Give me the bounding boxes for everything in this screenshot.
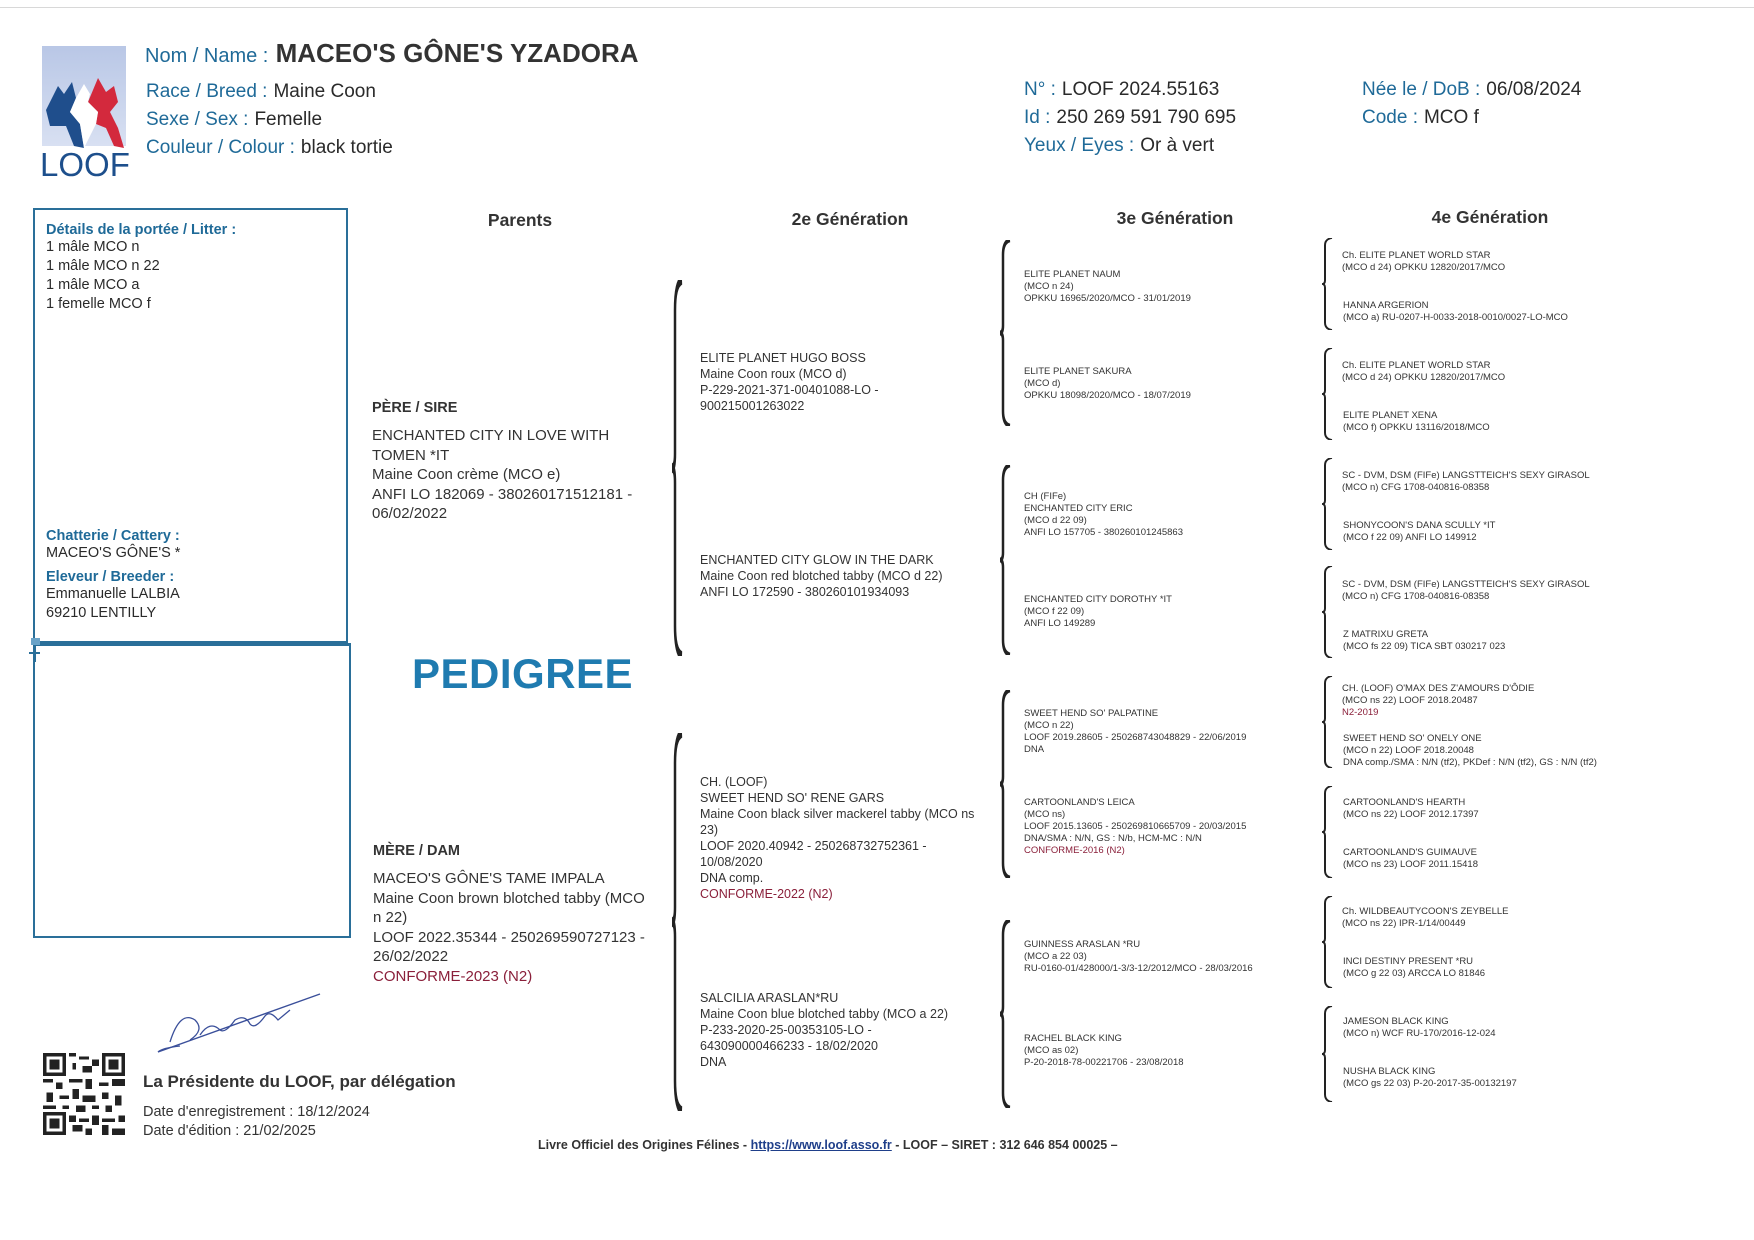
gen2-ancestor: SALCILIA ARASLAN*RU Maine Coon blue blotched tabby (MCO a 22) P-233-2020-25-00353105-LO - 643090000466233 - 18/02/2020 DNA [700,991,949,1069]
brace-gen2 [1000,465,1012,655]
gen4-ancestor: SHONYCOON'S DANA SCULLY *IT (MCO f 22 09) ANFI LO 149912 [1343,520,1496,543]
gen4-ancestor: Ch. WILDBEAUTYCOON'S ZEYBELLE (MCO ns 22) IPR-1/14/00449 [1342,906,1509,929]
breeder-label: Eleveur / Breeder : [46,569,175,585]
id-field: Id : 250 269 591 790 695 [1024,107,1237,128]
sire-block [372,400,672,524]
gen4-ancestor: SC - DVM, DSM (FIFe) LANGSTTEICH'S SEXY GIRASOL (MCO n) CFG 1708-040816-08358 [1342,470,1590,493]
gen4-ancestor: ELITE PLANET XENA (MCO f) OPKKU 13116/2018/MCO [1343,410,1490,433]
gen4-ancestor: CARTOONLAND'S GUIMAUVE (MCO ns 23) LOOF 2011.15418 [1343,847,1478,870]
gen3-ancestor: ENCHANTED CITY DOROTHY *IT (MCO f 22 09) ANFI LO 149289 [1024,594,1172,629]
photo-panel [33,643,351,938]
loof-website-link[interactable]: https://www.loof.asso.fr [750,1138,892,1152]
number-value: LOOF 2024.55163 [1061,79,1220,100]
cattery-section [46,528,180,623]
brace-gen3 [1322,566,1334,658]
brace-gen3 [1322,1006,1334,1102]
sex-value: Femelle [254,109,323,130]
breeder-name: Emmanuelle LALBIA [46,586,180,602]
breed-value: Maine Coon [273,81,376,102]
cattery-value: MACEO'S GÔNE'S * [46,545,181,561]
col-gen2: 2e Génération [791,209,909,229]
brace-gen2 [1000,920,1012,1108]
litter-section [46,222,236,314]
gen4-ancestor: JAMESON BLACK KING (MCO n) WCF RU-170/2016-12-024 [1343,1016,1496,1039]
dob-field: Née le / DoB : 06/08/2024 [1362,79,1582,100]
gen3-ancestor: GUINNESS ARASLAN *RU (MCO a 22 03) RU-0160-01/428000/1-3/3-12/2012/MCO - 28/03/2016 [1024,939,1253,974]
litter-item: 1 femelle MCO f [46,296,151,312]
brace-gen3 [1322,348,1334,440]
code-value: MCO f [1423,107,1479,128]
gen2-ancestor: ELITE PLANET HUGO BOSS Maine Coon roux (MCO d) P-229-2021-371-00401088-LO - 900215001263022 [700,351,879,413]
brace-gen3 [1322,676,1334,768]
gen3-ancestor: SWEET HEND SO' PALPATINE (MCO n 22) LOOF 2019.28605 - 250268743048829 - 22/06/2019 DNA [1024,708,1247,755]
eyes-field: Yeux / Eyes : Or à vert [1024,135,1215,156]
breeder-city: 69210 LENTILLY [46,605,157,621]
gen4-ancestor: Ch. ELITE PLANET WORLD STAR (MCO d 24) OPKKU 12820/2017/MCO [1342,360,1506,383]
col-gen4: 4e Génération [1431,207,1549,227]
litter-item: 1 mâle MCO n [46,239,140,255]
sire-role: PÈRE / SIRE [372,400,458,416]
gen3-ancestor: CARTOONLAND'S LEICA (MCO ns) LOOF 2015.13605 - 250269810665709 - 20/03/2015 DNA/SMA : N/N, GS : N/b, HCM-MC : N/N CONFORME-2016 (N2) [1024,797,1247,856]
cat-name [145,38,639,69]
col-parents: Parents [487,210,553,230]
gen4-ancestor: SC - DVM, DSM (FIFe) LANGSTTEICH'S SEXY GIRASOL (MCO n) CFG 1708-040816-08358 [1342,579,1590,602]
signature-dates [143,1103,370,1141]
loof-logo [40,46,130,186]
brace-gen2 [1000,690,1012,878]
gen4-ancestor: Z MATRIXU GRETA (MCO fs 22 09) TICA SBT 030217 023 [1343,629,1506,652]
signature-scribble [150,990,330,1060]
edition-date: Date d'édition : 21/02/2025 [143,1123,316,1139]
conforme-badge: N2-2019 [1342,707,1379,718]
eyes-value: Or à vert [1140,135,1215,156]
gen2-ancestor: CH. (LOOF) SWEET HEND SO' RENE GARS Maine Coon black silver mackerel tabby (MCO ns 23) LOOF 2020.40942 - 250268732752361 - 10/08/2020 DNA comp. CONFORME-2022 (N2) [700,774,1000,902]
colour-value: black tortie [300,137,393,158]
stamp-mark-icon [28,638,42,664]
col-gen3: 3e Génération [1116,208,1234,228]
brace-gen3 [1322,458,1334,550]
name-label: Nom / Name : [145,45,269,67]
gen3-ancestor: CH (FIFe) ENCHANTED CITY ERIC (MCO d 22 09) ANFI LO 157705 - 380260101245863 [1024,491,1183,538]
gen3-ancestor: RACHEL BLACK KING (MCO as 02) P-20-2018-78-00221706 - 23/08/2018 [1024,1033,1184,1068]
conforme-badge: CONFORME-2016 (N2) [1024,845,1125,856]
code-field: Code : MCO f [1362,107,1479,128]
gen3-ancestor: ELITE PLANET SAKURA (MCO d) OPKKU 18098/2020/MCO - 18/07/2019 [1024,366,1191,401]
litter-title: Détails de la portée / Litter : [46,222,237,238]
litter-item: 1 mâle MCO n 22 [46,258,160,274]
dam-block [373,843,673,986]
cat-silhouette-icon [40,68,130,148]
gen4-ancestor: SWEET HEND SO' ONELY ONE (MCO n 22) LOOF 2018.20048 DNA comp./SMA : N/N (tf2), PKDef : N/N (tf2), GS : N/N (tf2) [1343,733,1597,768]
colour-field: Couleur / Colour : black tortie [146,137,393,158]
brace-sire [672,280,684,656]
dam-role: MÈRE / DAM [373,843,460,859]
litter-item: 1 mâle MCO a [46,277,140,293]
sire-details: ENCHANTED CITY IN LOVE WITH TOMEN *IT Maine Coon crème (MCO e) ANFI LO 182069 - 380260171512181 - 06/02/2022 [372,427,633,522]
conforme-badge: CONFORME-2022 (N2) [700,887,833,901]
id-value: 250 269 591 790 695 [1056,107,1237,128]
brace-gen3 [1322,238,1334,330]
brace-dam [672,733,684,1111]
gen4-ancestor: Ch. ELITE PLANET WORLD STAR (MCO d 24) OPKKU 12820/2017/MCO [1342,250,1506,273]
gen4-ancestor: CH. (LOOF) O'MAX DES Z'AMOURS D'ÔDIE (MCO ns 22) LOOF 2018.20487 N2-2019 [1342,683,1535,718]
gen4-ancestor: CARTOONLAND'S HEARTH (MCO ns 22) LOOF 2012.17397 [1343,797,1479,820]
gen4-ancestor: INCI DESTINY PRESENT *RU (MCO g 22 03) ARCCA LO 81846 [1343,956,1486,979]
pedigree-title: PEDIGREE [412,650,634,697]
brace-gen2 [1000,240,1012,426]
cattery-label: Chatterie / Cattery : [46,528,180,544]
dob-value: 06/08/2024 [1486,79,1582,100]
qr-code[interactable] [43,1053,125,1135]
footer: Livre Officiel des Origines Félines - https://www.loof.asso.fr - LOOF – SIRET : 312 646 854 00025 – [538,1138,1118,1152]
breed-field: Race / Breed : Maine Coon [146,81,376,102]
litter-cattery-panel [33,208,348,643]
conforme-badge: CONFORME-2023 (N2) [373,967,533,985]
gen4-ancestor: HANNA ARGERION (MCO a) RU-0207-H-0033-2018-0010/0027-LO-MCO [1343,300,1568,323]
gen3-ancestor: ELITE PLANET NAUM (MCO n 24) OPKKU 16965/2020/MCO - 31/01/2019 [1024,269,1191,304]
registration-date: Date d'enregistrement : 18/12/2024 [143,1104,370,1120]
sex-field: Sexe / Sex : Femelle [146,109,323,130]
top-rule [0,7,1754,8]
gen2-ancestor: ENCHANTED CITY GLOW IN THE DARK Maine Coon red blotched tabby (MCO d 22) ANFI LO 172590 - 380260101934093 [700,553,943,599]
logo-text: LOOF [40,146,130,183]
name-value: MACEO'S GÔNE'S YZADORA [275,38,639,68]
gen4-ancestor: NUSHA BLACK KING (MCO gs 22 03) P-20-2017-35-00132197 [1343,1066,1517,1089]
dam-details: MACEO'S GÔNE'S TAME IMPALA Maine Coon brown blotched tabby (MCO n 22) LOOF 2022.35344 - 250269590727123 - 26/02/2022 CONFORME-2023 (N2) [373,869,673,986]
brace-gen3 [1322,786,1334,878]
signature-title: La Présidente du LOOF, par délégation [143,1072,456,1091]
brace-gen3 [1322,896,1334,988]
number-field: N° : LOOF 2024.55163 [1024,79,1220,100]
